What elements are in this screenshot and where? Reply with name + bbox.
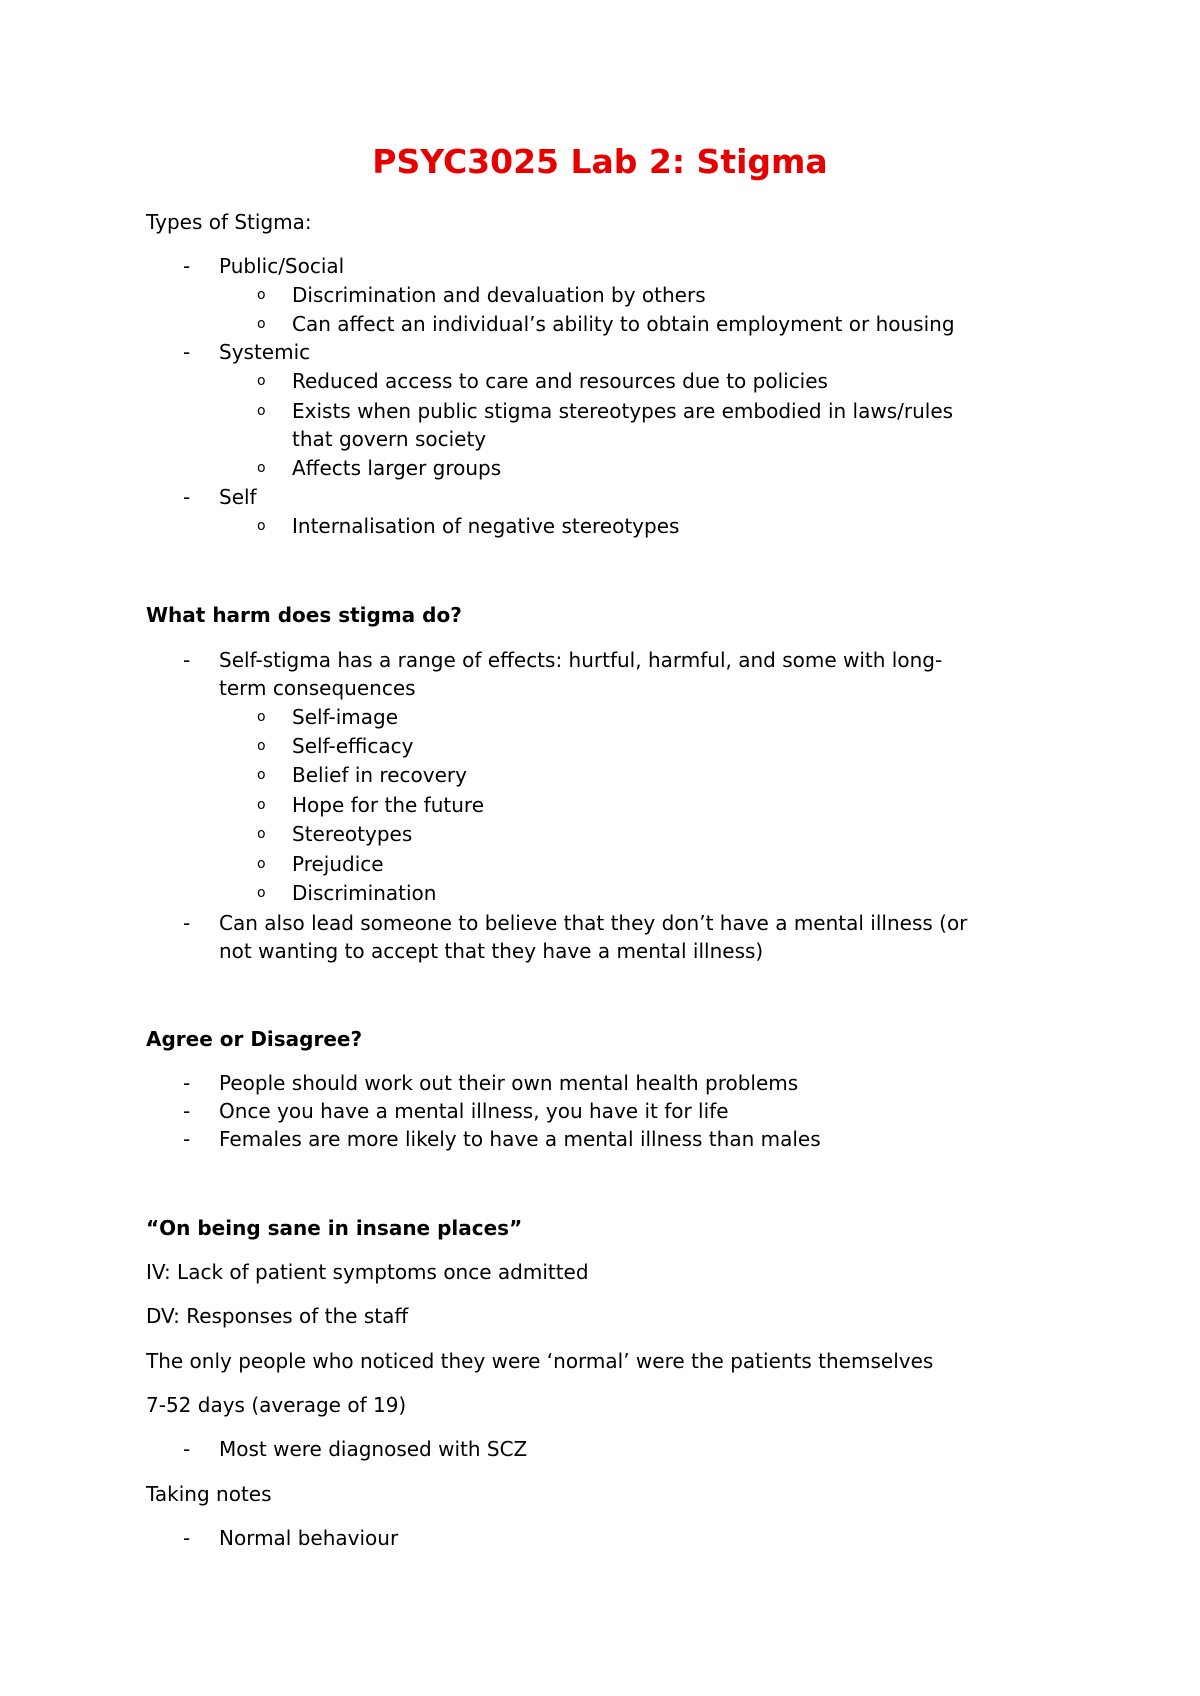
list-item: Can also lead someone to believe that they don’t have a mental illness (or [219, 911, 968, 935]
list-item: Females are more likely to have a mental illness than males [219, 1127, 821, 1151]
paragraph: IV: Lack of patient symptoms once admitted [146, 1260, 589, 1284]
bullet-marker: o [257, 316, 266, 332]
sub-list-item: Can affect an individual’s ability to obtain employment or housing [292, 312, 955, 336]
paragraph: DV: Responses of the staff [146, 1304, 409, 1328]
list-item: Self [219, 485, 257, 509]
agree-heading: Agree or Disagree? [146, 1027, 363, 1051]
list-item: People should work out their own mental health problems [219, 1071, 799, 1095]
sane-heading: “On being sane in insane places” [146, 1216, 523, 1240]
sub-list-item: Affects larger groups [292, 456, 502, 480]
bullet-marker: o [257, 373, 266, 389]
list-item: Normal behaviour [219, 1526, 399, 1550]
list-item: Public/Social [219, 254, 345, 278]
list-item: Most were diagnosed with SCZ [219, 1437, 528, 1461]
sub-list-item: Belief in recovery [292, 763, 467, 787]
bullet-marker: o [257, 797, 266, 813]
bullet-marker: o [257, 856, 266, 872]
bullet-marker: o [257, 709, 266, 725]
list-item: Once you have a mental illness, you have it for life [219, 1099, 729, 1123]
dash-marker: - [183, 1099, 191, 1123]
paragraph: Taking notes [146, 1482, 272, 1506]
bullet-marker: o [257, 403, 266, 419]
dash-marker: - [183, 254, 191, 278]
document-title: PSYC3025 Lab 2: Stigma [372, 142, 828, 181]
bullet-marker: o [257, 885, 266, 901]
dash-marker: - [183, 1437, 191, 1461]
sub-list-item: Self-image [292, 705, 399, 729]
paragraph: The only people who noticed they were ‘normal’ were the patients themselves [146, 1349, 934, 1373]
types-heading: Types of Stigma: [146, 210, 312, 234]
sub-list-item: Exists when public stigma stereotypes are embodied in laws/rules [292, 399, 954, 423]
paragraph: 7-52 days (average of 19) [146, 1393, 407, 1417]
dash-marker: - [183, 1071, 191, 1095]
dash-marker: - [183, 340, 191, 364]
sub-list-item: Internalisation of negative stereotypes [292, 514, 680, 538]
harm-heading: What harm does stigma do? [146, 603, 462, 627]
sub-list-item: Reduced access to care and resources due to policies [292, 369, 828, 393]
list-item: Self-stigma has a range of effects: hurtful, harmful, and some with long- [219, 648, 943, 672]
bullet-marker: o [257, 738, 266, 754]
bullet-marker: o [257, 460, 266, 476]
sub-list-item: Prejudice [292, 852, 384, 876]
sub-list-item: Stereotypes [292, 822, 413, 846]
bullet-marker: o [257, 826, 266, 842]
bullet-marker: o [257, 518, 266, 534]
bullet-marker: o [257, 767, 266, 783]
sub-list-item: Hope for the future [292, 793, 484, 817]
dash-marker: - [183, 648, 191, 672]
list-item-continuation: term consequences [219, 676, 416, 700]
dash-marker: - [183, 1127, 191, 1151]
sub-list-item: Self-efficacy [292, 734, 414, 758]
bullet-marker: o [257, 287, 266, 303]
dash-marker: - [183, 911, 191, 935]
list-item: Systemic [219, 340, 311, 364]
dash-marker: - [183, 485, 191, 509]
sub-list-item-continuation: that govern society [292, 427, 487, 451]
sub-list-item: Discrimination and devaluation by others [292, 283, 706, 307]
sub-list-item: Discrimination [292, 881, 437, 905]
list-item-continuation: not wanting to accept that they have a mental illness) [219, 939, 764, 963]
dash-marker: - [183, 1526, 191, 1550]
